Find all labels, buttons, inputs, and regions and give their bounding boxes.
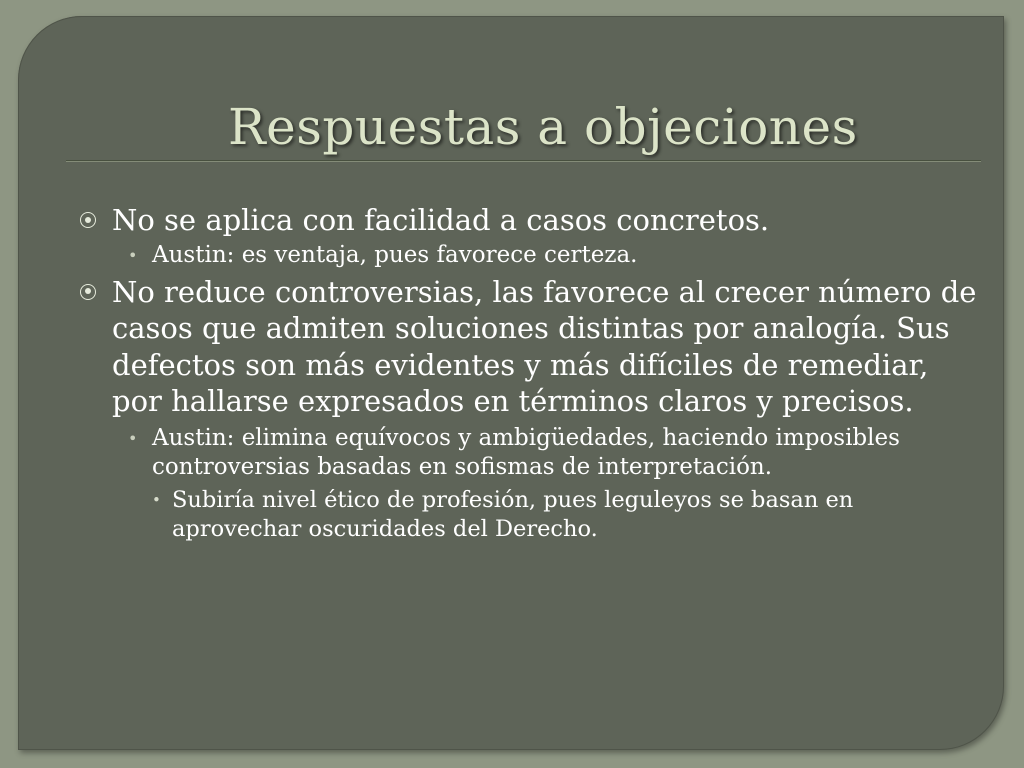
- circled-dot-icon: [80, 284, 96, 300]
- sub-bullet-item: [78, 241, 978, 270]
- bullet-item: [78, 202, 978, 239]
- sub-bullet-text: Austin: es ventaja, pues favorece certeza.: [152, 241, 638, 268]
- bullet-text: No reduce controversias, las favorece al crecer número de casos que admiten soluciones distintas por analogía. Sus defectos son más evidentes y más difíciles de remediar, por hallarse expresados en términos claros y precisos.: [112, 274, 977, 418]
- bullet-item: [78, 274, 978, 420]
- sub-sub-bullet-text: Subiría nivel ético de profesión, pues leguleyos se basan en aprovechar oscuridades del Derecho.: [172, 486, 854, 542]
- dot-icon: •: [128, 245, 138, 265]
- slide-title: Respuestas a objeciones: [228, 98, 858, 156]
- bullet-text: No se aplica con facilidad a casos concretos.: [112, 203, 770, 237]
- title-divider: [66, 160, 981, 162]
- sub-bullet-text: Austin: elimina equívocos y ambigüedades, haciendo imposibles controversias basadas en sofismas de interpretación.: [152, 424, 900, 480]
- circled-dot-icon: [80, 212, 96, 228]
- slide-content: [78, 202, 978, 544]
- dot-icon: •: [128, 428, 138, 448]
- sub-sub-bullet-item: [78, 486, 978, 544]
- slide-panel: [18, 16, 1004, 750]
- small-dot-icon: •: [152, 490, 161, 509]
- sub-bullet-item: [78, 424, 978, 482]
